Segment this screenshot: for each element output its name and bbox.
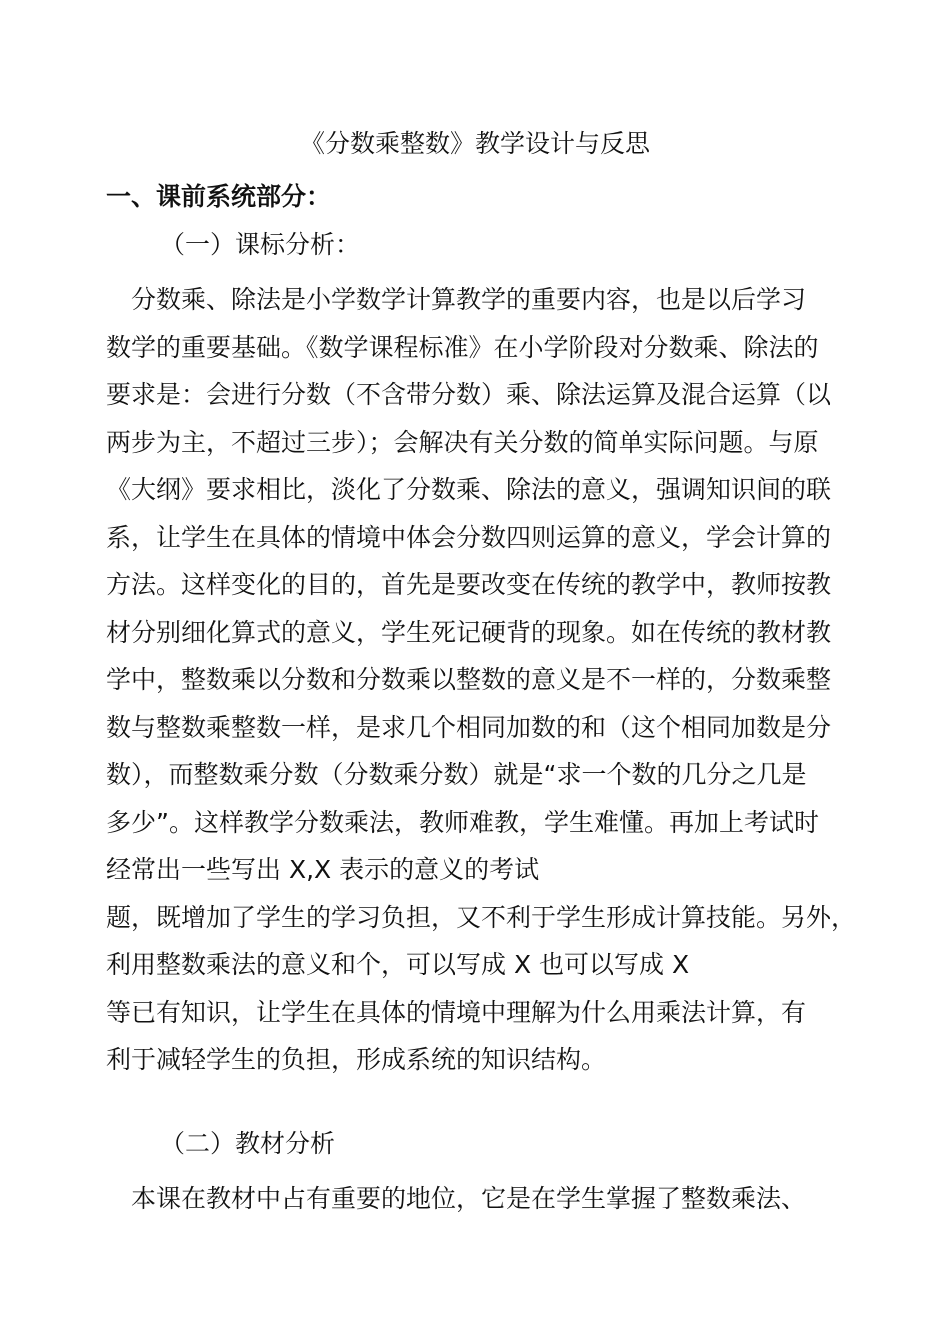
text-line: 经常出一些写出 X,X 表示的意义的考试: [106, 855, 540, 884]
text-line: 方法。这样变化的目的，首先是要改变在传统的教学中，教师按教: [106, 570, 832, 599]
text-line: 利于减轻学生的负担，形成系统的知识结构。: [106, 1045, 607, 1074]
text-line: 本课在教材中占有重要的地位，它是在学生掌握了整数乘法、: [106, 1184, 807, 1213]
text-line: 学中，整数乘以分数和分数乘以整数的意义是不一样的，分数乘整: [106, 665, 832, 694]
document-title: 《分数乘整数》教学设计与反思: [299, 129, 650, 158]
text-line: 要求是：会进行分数（不含带分数）乘、除法运算及混合运算（以: [106, 380, 832, 409]
text-line: 系，让学生在具体的情境中体会分数四则运算的意义，学会计算的: [106, 522, 832, 552]
text-line: 多少”。这样教学分数乘法，教师难教，学生难懂。再加上考试时: [106, 807, 819, 837]
text-line: 两步为主，不超过三步）；会解决有关分数的简单实际问题。与原: [106, 427, 819, 457]
text-line: 《大纲》要求相比，淡化了分数乘、除法的意义，强调知识间的联: [106, 475, 832, 504]
paragraph-textbook-analysis: [106, 1175, 851, 1223]
text-line: 利用整数乘法的意义和个，可以写成 X 也可以写成 X: [106, 950, 690, 979]
text-line: 题，既增加了学生的学习负担，又不利于学生形成计算技能。另外，: [106, 902, 857, 932]
text-line: 数），而整数乘分数（分数乘分数）就是“求一个数的几分之几是: [106, 760, 807, 789]
text-line: 分数乘、除法是小学数学计算教学的重要内容，也是以后学习: [106, 285, 807, 314]
text-line: 材分别细化算式的意义，学生死记硬背的现象。如在传统的教材教: [106, 617, 832, 647]
section-heading: 一、课前系统部分：: [106, 182, 332, 211]
text-line: 数与整数乘整数一样，是求几个相同加数的和（这个相同加数是分: [106, 712, 832, 742]
text-line: 等已有知识，让学生在具体的情境中理解为什么用乘法计算，有: [106, 997, 807, 1027]
subsection-heading-curriculum: （一）课标分析：: [160, 230, 361, 259]
paragraph-curriculum-analysis: [106, 276, 857, 1084]
text-line: 数学的重要基础。《数学课程标准》在小学阶段对分数乘、除法的: [106, 332, 819, 362]
subsection-heading-textbook: （二）教材分析: [160, 1129, 336, 1158]
